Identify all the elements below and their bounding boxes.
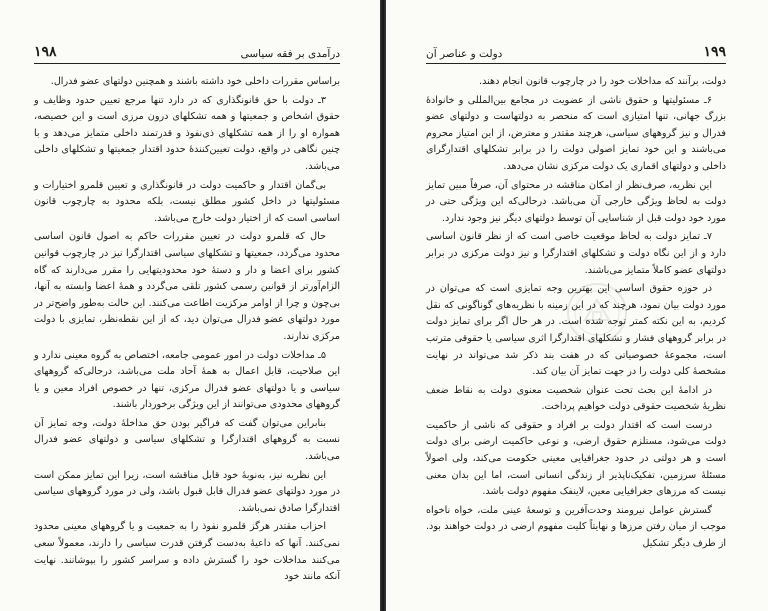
left-body-text — [34, 74, 340, 588]
right-page — [386, 0, 768, 611]
paragraph: در حوزه حقوق اساسی این بهترین وجه تمایزی است که می‌توان در مورد دولت بیان نمود، هرچند که در این زمینه با نظریه‌های گوناگونی که نقل کردیم، به این نکته کمتر توجه شده است. در هر حال اگر برای تمایز دولت در برابر گروههای فشار و تشکلهای اقتدارگرا اثری سیاسی یا حقوقی مترتب است، مجموعهٔ خصوصیاتی که در هفت بند ذکر شد می‌تواند در نهایت مشخصهٔ کلی دولت را در جهت تمایز آن بیان کند. — [426, 283, 726, 378]
paragraph: در ادامهٔ این بحث تحت عنوان شخصیت معنوی دولت به نقاط ضعف نظریهٔ شخصیت حقوقی دولت خواهیم پرداخت. — [426, 384, 726, 413]
paragraph: احزاب مقتدر هرگز قلمرو نفوذ را به جمعیت و یا گروههای معینی محدود نمی‌کنند. آنها که داعیهٔ به‌دست گرفتن قدرت سیاسی را دارند، معمولاً سعی می‌کنند مداخلات خود را گسترش داده و سراسر کشور را بپوشانند. نهایت آنکه مانند خود — [34, 521, 340, 583]
paragraph: ۶ـ مسئولیتها و حقوق ناشی از عضویت در مجامع بین‌المللی و خانوادهٔ بزرگ جهانی، تنها امتیازی است که منحصر به دولتهاست و دولتهای عضو فدرال و نیز گروههای سیاسی، هرچند مقتدر و معترض، از این امتیاز محروم می‌باشند و این خود تمایز اصولی دولت را در برابر تشکلهای اقتدارگرای داخلی و دولتهای اقماری یک دولت مرکزی نشان می‌دهد. — [426, 94, 726, 172]
right-running-head — [426, 44, 726, 60]
paragraph: براساس مقررات داخلی خود داشته باشند و همچنین دولتهای عضو فدرال. — [50, 76, 340, 87]
paragraph: بنابراین می‌توان گفت که فراگیر بودن حق مداخلهٔ دولت، وجه تمایز آن نسبت به گروههای اقتدارگرا و تشکلهای سیاسی و دولتهای عضو فدرال می‌باشد. — [34, 417, 340, 463]
paragraph: این نظریه، صرف‌نظر از امکان مناقشه در محتوای آن، صرفاً مبین تمایز دولت به لحاظ ویژگی خارجی آن می‌باشد. درحالی‌که این ویژگی حتی در مورد خود دولت قبل از شناسایی آن توسط دولتهای دیگر نیز وجود ندارد. — [426, 179, 726, 224]
right-body-text — [426, 74, 726, 555]
paragraph: حال که قلمرو دولت در تعیین مقررات حاکم به اصول قانون اساسی محدود می‌گردد، جمعیتها و تشکلهای سیاسی اقتدارگرا نیز در چارچوب قوانین کشور برای اعضا و دار و دستهٔ خود محدودیتهایی را مقرر می‌دارند که گاه الزام‌آورتر از قوانین رسمی کشور تلقی می‌گردد و همهٔ اعضا وابسته به آنها، بی‌چون و چرا از اوامر مرکزیت اطاعت می‌کنند. این حالت به‌طور واضح‌تر در مورد دولتهای عضو فدرال می‌توان دید، که از این نقطه‌نظر، تمایزی با دولت مرکزی ندارند. — [34, 231, 340, 342]
left-running-head — [34, 44, 340, 60]
left-section-title: درآمدی بر فقه سیاسی — [240, 48, 340, 60]
right-page-number: ۱۹۹ — [703, 44, 726, 60]
paragraph: این نظریه نیز، به‌نوبهٔ خود قابل مناقشه است، زیرا این تمایز ممکن است در مورد دولتهای عضو فدرال قابل قبول باشد، ولی در مورد گروههای سیاسی اقتدارگرا صادق نمی‌باشد. — [34, 469, 340, 514]
paragraph: گسترش عوامل نیرومند وحدت‌آفرین و توسعهٔ عینی ملت، خواه ناخواه موجب از میان رفتن مرزها و نهایتاً کلیت مفهوم ارضی در دولت خواهند بود. از طرف دیگر تشکیل — [426, 504, 726, 550]
left-page — [0, 0, 380, 611]
paragraph: ۳ـ دولت با حق قانونگذاری که در دارد تنها مرجع تعیین حدود وظایف و حقوق اشخاص و جمعیتها و همه تشکلهای درون مرزی است و این خصیصه، همواره او را از همه تشکلهای ذی‌نفوذ و قدرتمند داخلی متمایز می‌دهد و با چنین نگاهی در واقع، دولت تعیین‌کنندهٔ حدود اقتدار جمعیتها و تشکلهای داخلی می‌باشد. — [34, 94, 340, 172]
paragraph: درست است که اقتدار دولت بر افراد و حقوقی که ناشی از حاکمیت دولت می‌شود، مستلزم حقوق ارضی، و نوعی حاکمیت ارضی برای دولت است و هر دولتی در حدود جغرافیایی معینی حکومت می‌کند، ولی اصولاً مسئلهٔ سرزمین، تفکیک‌ناپذیر از زندگی انسانی است، اما این بدان معنی نیست که مرزهای جغرافیایی معین، لاینفک مفهوم دولت باشد. — [426, 419, 726, 498]
right-header-rule — [426, 63, 726, 64]
paragraph: ۷ـ تمایز دولت به لحاظ موقعیت خاصی است که از نظر قانون اساسی دارد و از این نگاه دولت و تشکلهای اقتدارگرا و نیز دولت مرکزی در برابر دولتهای عضو کاملاً متمایز می‌باشند. — [426, 231, 726, 276]
paragraph: دولت، برآنند که مداخلات خود را در چارچوب قانون انجام دهند. — [479, 76, 726, 87]
paragraph: ۵ـ مداخلات دولت در امور عمومی جامعه، اختصاص به گروه معینی ندارد و این صلاحیت، قابل اعمال به همهٔ آحاد ملت می‌باشد، درحالی‌که گروههای سیاسی و یا دولتهای عضو فدرال مرکزی، تنها در خصوص افراد معین و یا گروههای محدودی می‌توانند از این ویژگی برخوردار باشند. — [34, 349, 340, 411]
paragraph: بی‌گمان اقتدار و حاکمیت دولت در قانونگذاری و تعیین قلمرو اختیارات و مسئولیتها در داخل کشور مطلق نیست، بلکه محدود به چارچوب قانون اساسی است که از اختیار دولت خارج می‌باشد. — [34, 179, 340, 224]
left-page-number: ۱۹۸ — [34, 44, 57, 60]
right-section-title: دولت و عناصر آن — [426, 48, 503, 60]
left-header-rule — [34, 63, 340, 64]
